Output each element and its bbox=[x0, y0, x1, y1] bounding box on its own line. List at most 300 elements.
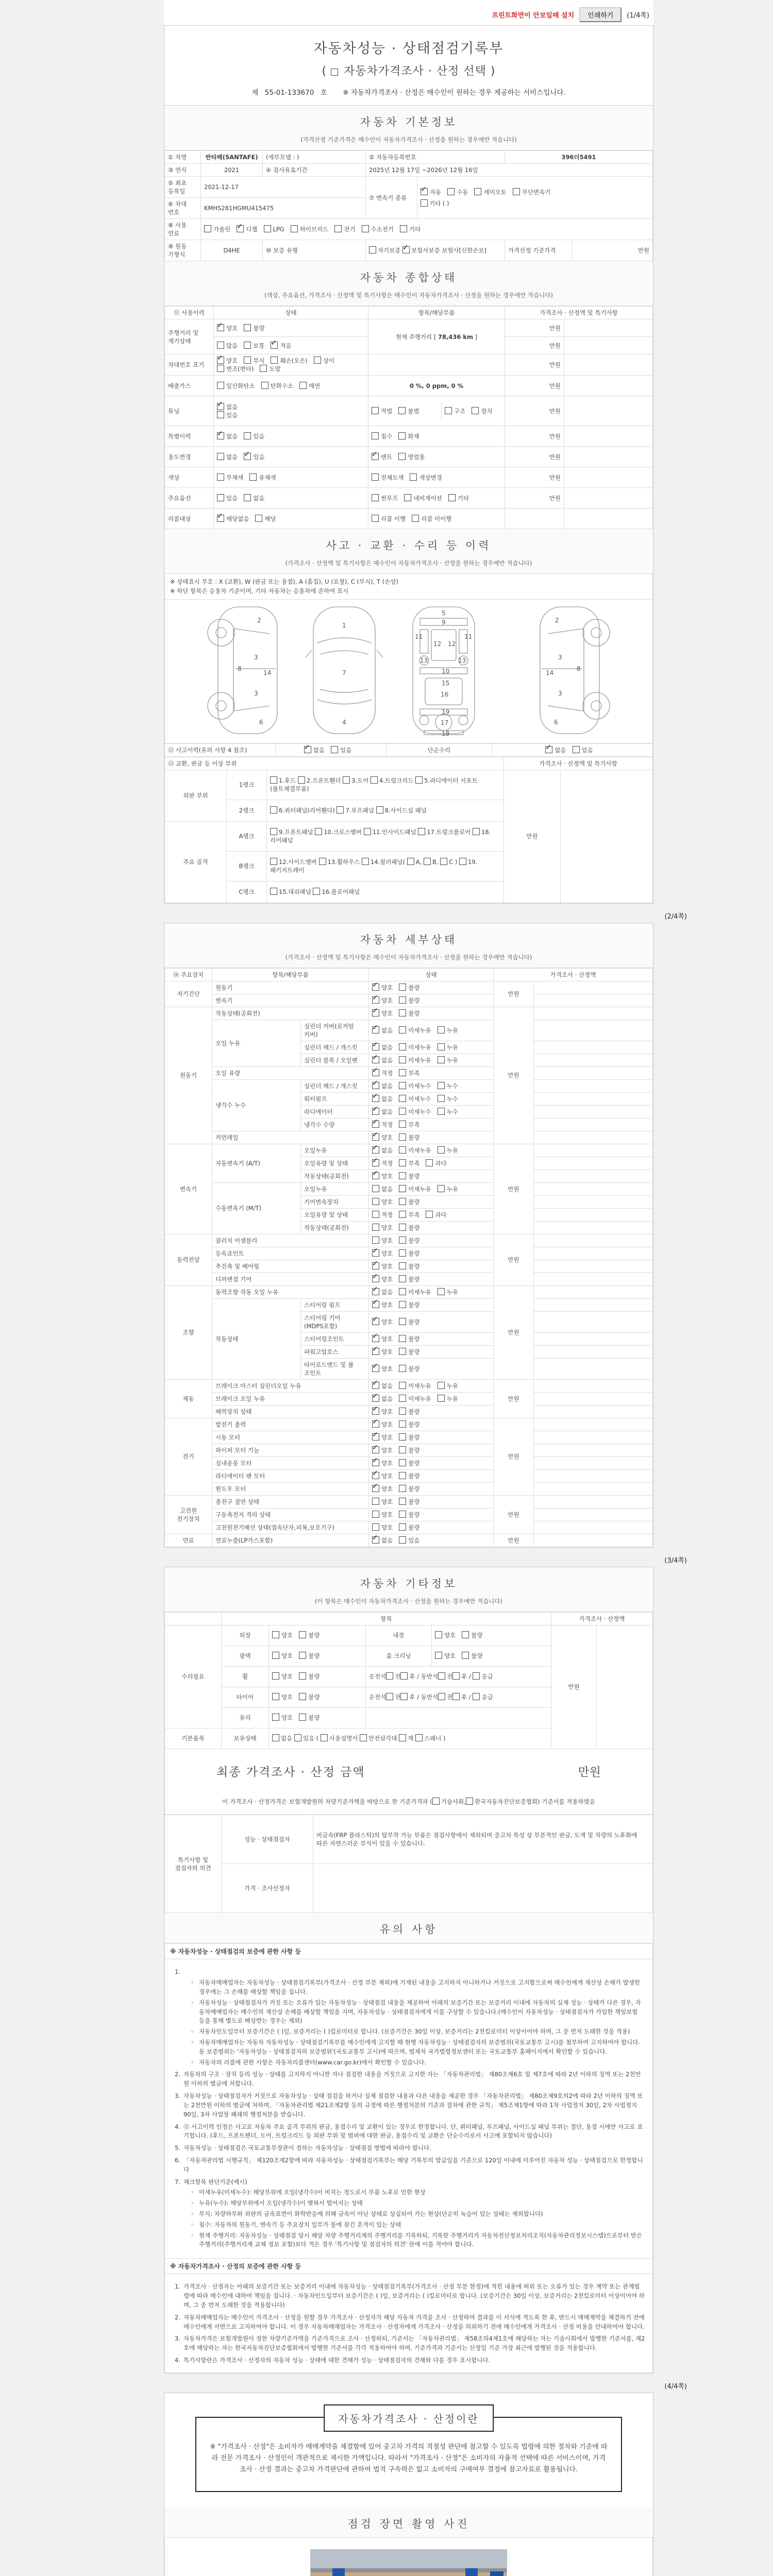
checkbox-checked[interactable] bbox=[372, 1133, 379, 1141]
checkbox[interactable] bbox=[426, 1159, 433, 1166]
checkbox[interactable] bbox=[438, 1082, 445, 1089]
checkbox[interactable] bbox=[244, 494, 251, 501]
checkbox[interactable] bbox=[319, 858, 326, 865]
checkbox[interactable] bbox=[272, 1693, 279, 1700]
checkbox[interactable] bbox=[438, 1395, 445, 1402]
checkbox[interactable] bbox=[399, 1056, 406, 1063]
checkbox[interactable] bbox=[472, 407, 479, 414]
check-option[interactable] bbox=[438, 1185, 458, 1193]
check-option[interactable] bbox=[261, 382, 293, 389]
check-option[interactable] bbox=[372, 1348, 393, 1355]
checkbox[interactable] bbox=[399, 1433, 406, 1440]
checkbox[interactable] bbox=[438, 1693, 445, 1700]
check-option[interactable] bbox=[299, 1673, 320, 1680]
check-option[interactable] bbox=[399, 1070, 419, 1077]
checkbox[interactable] bbox=[270, 806, 277, 814]
check-option[interactable] bbox=[272, 1632, 293, 1639]
check-option[interactable] bbox=[513, 189, 551, 196]
checkbox[interactable] bbox=[398, 453, 406, 460]
check-option[interactable] bbox=[372, 1044, 393, 1051]
checkbox-checked[interactable] bbox=[372, 1262, 379, 1269]
check-option[interactable] bbox=[217, 365, 254, 372]
check-option[interactable] bbox=[217, 342, 238, 349]
check-option[interactable] bbox=[545, 747, 566, 754]
checkbox[interactable] bbox=[360, 1734, 367, 1741]
checkbox[interactable] bbox=[399, 1498, 406, 1505]
check-option[interactable] bbox=[304, 747, 325, 754]
check-option[interactable] bbox=[217, 515, 249, 522]
checkbox[interactable] bbox=[264, 225, 271, 232]
check-option[interactable] bbox=[438, 1147, 458, 1154]
checkbox[interactable] bbox=[399, 1511, 406, 1518]
checkbox[interactable] bbox=[372, 1523, 379, 1531]
checkbox[interactable] bbox=[462, 1631, 469, 1638]
check-option[interactable] bbox=[299, 1632, 320, 1639]
check-option[interactable] bbox=[438, 1108, 458, 1115]
checkbox[interactable] bbox=[298, 776, 305, 784]
check-option[interactable] bbox=[299, 1714, 320, 1721]
checkbox[interactable] bbox=[217, 494, 224, 501]
checkbox[interactable] bbox=[399, 1365, 406, 1372]
check-option[interactable] bbox=[372, 1224, 393, 1231]
checkbox[interactable] bbox=[372, 1185, 379, 1192]
checkbox[interactable] bbox=[331, 69, 338, 76]
check-option[interactable] bbox=[372, 1057, 393, 1064]
checkbox[interactable] bbox=[217, 382, 224, 389]
check-option[interactable] bbox=[398, 433, 419, 440]
checkbox-checked[interactable] bbox=[372, 1395, 379, 1402]
check-option[interactable] bbox=[438, 1395, 458, 1402]
check-option[interactable] bbox=[399, 1263, 419, 1270]
check-option[interactable] bbox=[399, 1198, 419, 1206]
checkbox-checked[interactable] bbox=[372, 1365, 379, 1372]
check-option[interactable] bbox=[399, 984, 419, 991]
checkbox[interactable] bbox=[400, 225, 407, 232]
check-option[interactable] bbox=[445, 408, 465, 415]
checkbox-checked[interactable] bbox=[217, 432, 224, 439]
checkbox[interactable] bbox=[399, 1185, 406, 1192]
check-option[interactable] bbox=[412, 515, 451, 522]
checkbox[interactable] bbox=[399, 1382, 406, 1389]
checkbox-checked[interactable] bbox=[372, 1082, 379, 1089]
check-option[interactable] bbox=[399, 1095, 431, 1103]
checkbox[interactable] bbox=[343, 776, 350, 784]
checkbox[interactable] bbox=[299, 1631, 306, 1638]
check-option[interactable] bbox=[372, 1498, 393, 1505]
checkbox[interactable] bbox=[421, 199, 428, 207]
checkbox[interactable] bbox=[364, 828, 371, 835]
check-option[interactable] bbox=[399, 1335, 419, 1343]
checkbox[interactable] bbox=[270, 888, 277, 895]
checkbox[interactable] bbox=[217, 473, 224, 481]
checkbox[interactable] bbox=[415, 1734, 423, 1741]
check-option[interactable] bbox=[399, 1057, 431, 1064]
checkbox[interactable] bbox=[204, 225, 211, 232]
checkbox[interactable] bbox=[418, 828, 425, 835]
check-option[interactable] bbox=[399, 1185, 431, 1193]
check-option[interactable] bbox=[264, 226, 284, 233]
checkbox[interactable] bbox=[398, 432, 406, 439]
checkbox-checked[interactable] bbox=[217, 403, 224, 410]
checkbox[interactable] bbox=[399, 1026, 406, 1033]
check-option[interactable] bbox=[217, 433, 238, 440]
checkbox-checked[interactable] bbox=[372, 1275, 379, 1282]
checkbox-checked[interactable] bbox=[372, 1146, 379, 1154]
checkbox[interactable] bbox=[513, 188, 520, 195]
check-option[interactable] bbox=[573, 747, 593, 754]
checkbox[interactable] bbox=[399, 1095, 406, 1102]
checkbox[interactable] bbox=[217, 453, 224, 460]
check-option[interactable] bbox=[372, 1010, 393, 1017]
check-option[interactable] bbox=[372, 1070, 393, 1077]
checkbox[interactable] bbox=[244, 342, 251, 349]
checkbox[interactable] bbox=[399, 1043, 406, 1050]
checkbox[interactable] bbox=[438, 1672, 445, 1680]
checkbox[interactable] bbox=[400, 1693, 408, 1700]
check-option[interactable] bbox=[399, 1382, 431, 1389]
checkbox[interactable] bbox=[440, 858, 447, 865]
checkbox[interactable] bbox=[217, 365, 224, 372]
check-option[interactable] bbox=[438, 1044, 458, 1051]
checkbox-checked[interactable] bbox=[372, 1408, 379, 1415]
checkbox-checked[interactable] bbox=[545, 746, 552, 753]
check-option[interactable] bbox=[299, 1693, 320, 1701]
checkbox[interactable] bbox=[249, 473, 257, 481]
checkbox[interactable] bbox=[270, 858, 277, 865]
check-option[interactable] bbox=[448, 495, 469, 502]
check-option[interactable] bbox=[372, 495, 398, 502]
checkbox[interactable] bbox=[314, 357, 321, 364]
checkbox-checked[interactable] bbox=[372, 1043, 379, 1050]
check-option[interactable] bbox=[372, 1108, 393, 1115]
check-option[interactable] bbox=[291, 226, 329, 233]
check-option[interactable] bbox=[410, 474, 442, 481]
check-option[interactable] bbox=[372, 1335, 393, 1343]
checkbox[interactable] bbox=[400, 1672, 408, 1680]
check-option[interactable] bbox=[399, 1010, 419, 1017]
checkbox[interactable] bbox=[407, 858, 414, 865]
checkbox-checked[interactable] bbox=[372, 1172, 379, 1179]
checkbox[interactable] bbox=[372, 432, 379, 439]
check-option[interactable] bbox=[372, 1485, 393, 1493]
check-option[interactable] bbox=[372, 1524, 393, 1531]
check-option[interactable] bbox=[426, 1211, 446, 1218]
check-option[interactable] bbox=[474, 189, 506, 196]
checkbox[interactable] bbox=[372, 1224, 379, 1231]
check-option[interactable] bbox=[217, 325, 238, 332]
checkbox-checked[interactable] bbox=[372, 1288, 379, 1295]
checkbox[interactable] bbox=[404, 494, 411, 501]
check-option[interactable] bbox=[272, 1673, 293, 1680]
checkbox-checked[interactable] bbox=[217, 515, 224, 522]
check-option[interactable] bbox=[217, 495, 238, 502]
checkbox[interactable] bbox=[399, 1211, 406, 1218]
check-option[interactable] bbox=[447, 189, 468, 196]
check-option[interactable] bbox=[372, 1211, 393, 1218]
checkbox[interactable] bbox=[362, 225, 369, 232]
checkbox[interactable] bbox=[255, 515, 262, 522]
checkbox-checked[interactable] bbox=[421, 188, 428, 195]
check-option[interactable] bbox=[372, 1447, 393, 1454]
checkbox[interactable] bbox=[372, 1498, 379, 1505]
checkbox[interactable] bbox=[438, 1288, 445, 1295]
checkbox[interactable] bbox=[435, 1631, 442, 1638]
checkbox[interactable] bbox=[399, 1262, 406, 1269]
check-option[interactable] bbox=[217, 412, 238, 419]
checkbox[interactable] bbox=[399, 1420, 406, 1428]
check-option[interactable] bbox=[399, 1044, 431, 1051]
checkbox[interactable] bbox=[399, 996, 406, 1004]
check-option[interactable] bbox=[399, 1224, 419, 1231]
check-option[interactable] bbox=[372, 984, 393, 991]
check-option[interactable] bbox=[204, 226, 230, 233]
checkbox[interactable] bbox=[372, 494, 379, 501]
checkbox[interactable] bbox=[399, 1318, 406, 1325]
check-option[interactable] bbox=[399, 1365, 419, 1372]
checkbox[interactable] bbox=[399, 1395, 406, 1402]
checkbox[interactable] bbox=[415, 776, 423, 784]
checkbox[interactable] bbox=[466, 1798, 473, 1805]
checkbox-checked[interactable] bbox=[372, 1249, 379, 1257]
check-option[interactable] bbox=[271, 342, 291, 349]
check-option[interactable] bbox=[372, 1082, 393, 1090]
checkbox[interactable] bbox=[331, 746, 338, 753]
checkbox[interactable] bbox=[399, 1485, 406, 1492]
check-option[interactable] bbox=[399, 1121, 419, 1128]
checkbox[interactable] bbox=[386, 1693, 393, 1700]
check-option[interactable] bbox=[399, 1434, 419, 1441]
checkbox[interactable] bbox=[270, 828, 277, 835]
checkbox-checked[interactable] bbox=[372, 1095, 379, 1102]
checkbox[interactable] bbox=[399, 1082, 406, 1089]
check-option[interactable] bbox=[399, 1250, 419, 1257]
checkbox[interactable] bbox=[271, 357, 278, 364]
checkbox[interactable] bbox=[399, 1108, 406, 1115]
checkbox-checked[interactable] bbox=[372, 1056, 379, 1063]
checkbox[interactable] bbox=[435, 1652, 442, 1659]
check-option[interactable] bbox=[438, 1289, 458, 1296]
check-option[interactable] bbox=[372, 1027, 393, 1034]
check-option[interactable] bbox=[399, 1408, 419, 1415]
check-option[interactable] bbox=[399, 1134, 419, 1141]
checkbox[interactable] bbox=[376, 806, 383, 814]
checkbox[interactable] bbox=[399, 1172, 406, 1179]
check-option[interactable] bbox=[372, 408, 392, 415]
check-option[interactable] bbox=[272, 1652, 293, 1659]
checkbox[interactable] bbox=[399, 1348, 406, 1355]
checkbox[interactable] bbox=[321, 1734, 328, 1741]
check-option[interactable] bbox=[372, 1382, 393, 1389]
checkbox[interactable] bbox=[438, 1382, 445, 1389]
checkbox-checked[interactable] bbox=[372, 984, 379, 991]
checkbox[interactable] bbox=[294, 1734, 301, 1741]
checkbox[interactable] bbox=[372, 1198, 379, 1205]
check-option[interactable] bbox=[237, 226, 257, 233]
checkbox[interactable] bbox=[386, 1672, 393, 1680]
checkbox[interactable] bbox=[445, 407, 452, 414]
checkbox[interactable] bbox=[399, 984, 406, 991]
checkbox[interactable] bbox=[438, 1026, 445, 1033]
checkbox[interactable] bbox=[399, 1459, 406, 1466]
checkbox-checked[interactable] bbox=[217, 324, 224, 331]
check-option[interactable] bbox=[399, 1211, 419, 1218]
check-option[interactable] bbox=[372, 1134, 393, 1141]
checkbox[interactable] bbox=[313, 888, 320, 895]
checkbox[interactable] bbox=[372, 1211, 379, 1218]
checkbox[interactable] bbox=[399, 1224, 406, 1231]
checkbox[interactable] bbox=[398, 407, 406, 414]
checkbox[interactable] bbox=[244, 324, 251, 331]
check-option[interactable] bbox=[399, 1524, 419, 1531]
check-option[interactable] bbox=[462, 1632, 482, 1639]
check-option[interactable] bbox=[217, 403, 238, 411]
check-option[interactable] bbox=[398, 408, 419, 415]
check-option[interactable] bbox=[372, 1250, 393, 1257]
checkbox[interactable] bbox=[399, 1009, 406, 1016]
check-option[interactable] bbox=[271, 357, 307, 364]
check-option[interactable] bbox=[399, 1395, 431, 1402]
check-option[interactable] bbox=[372, 515, 406, 522]
check-option[interactable] bbox=[399, 1027, 431, 1034]
check-option[interactable] bbox=[372, 433, 392, 440]
checkbox-checked[interactable] bbox=[372, 1121, 379, 1128]
checkbox[interactable] bbox=[410, 473, 417, 481]
check-option[interactable] bbox=[399, 1276, 419, 1283]
checkbox[interactable] bbox=[399, 1069, 406, 1076]
checkbox[interactable] bbox=[217, 411, 224, 418]
checkbox[interactable] bbox=[334, 225, 342, 232]
checkbox[interactable] bbox=[270, 776, 277, 784]
check-option[interactable] bbox=[399, 1498, 419, 1505]
check-option[interactable] bbox=[244, 495, 264, 502]
checkbox[interactable] bbox=[459, 858, 466, 865]
check-option[interactable] bbox=[372, 1173, 393, 1180]
checkbox-checked[interactable] bbox=[372, 1420, 379, 1428]
checkbox-checked[interactable] bbox=[372, 1472, 379, 1479]
checkbox[interactable] bbox=[261, 382, 268, 389]
checkbox[interactable] bbox=[399, 1408, 406, 1415]
check-option[interactable] bbox=[272, 1693, 293, 1701]
checkbox[interactable] bbox=[272, 1734, 279, 1741]
checkbox[interactable] bbox=[399, 1198, 406, 1205]
check-option[interactable] bbox=[249, 474, 276, 481]
check-option[interactable] bbox=[399, 1447, 419, 1454]
check-option[interactable] bbox=[217, 474, 243, 481]
checkbox[interactable] bbox=[399, 1536, 406, 1544]
checkbox-checked[interactable] bbox=[237, 225, 244, 232]
check-option[interactable] bbox=[421, 189, 441, 196]
checkbox[interactable] bbox=[399, 1335, 406, 1342]
checkbox-checked[interactable] bbox=[304, 746, 311, 753]
check-option[interactable] bbox=[399, 1318, 419, 1326]
check-option[interactable] bbox=[372, 474, 404, 481]
check-option[interactable] bbox=[372, 1301, 393, 1309]
check-option[interactable] bbox=[399, 1160, 419, 1167]
checkbox[interactable] bbox=[299, 1672, 306, 1680]
check-option[interactable] bbox=[331, 747, 351, 754]
check-option[interactable] bbox=[244, 325, 264, 332]
check-option[interactable] bbox=[244, 342, 264, 349]
checkbox[interactable] bbox=[462, 1652, 469, 1659]
check-option[interactable] bbox=[372, 1365, 393, 1372]
checkbox[interactable] bbox=[452, 1672, 460, 1680]
check-option[interactable] bbox=[438, 1382, 458, 1389]
check-option[interactable] bbox=[372, 1408, 393, 1415]
checkbox[interactable] bbox=[272, 1672, 279, 1680]
check-option[interactable] bbox=[372, 1472, 393, 1480]
check-option[interactable] bbox=[399, 1237, 419, 1244]
checkbox[interactable] bbox=[372, 1236, 379, 1244]
check-option[interactable] bbox=[399, 1082, 431, 1090]
check-option[interactable] bbox=[372, 1185, 393, 1193]
check-option[interactable] bbox=[372, 453, 392, 461]
check-option[interactable] bbox=[372, 1237, 393, 1244]
checkbox[interactable] bbox=[272, 1631, 279, 1638]
checkbox-checked[interactable] bbox=[372, 1536, 379, 1544]
checkbox-checked[interactable] bbox=[372, 1382, 379, 1389]
checkbox[interactable] bbox=[473, 828, 480, 835]
checkbox-checked[interactable] bbox=[372, 1348, 379, 1355]
check-option[interactable] bbox=[372, 1276, 393, 1283]
check-option[interactable] bbox=[372, 1160, 393, 1167]
checkbox[interactable] bbox=[291, 225, 298, 232]
checkbox[interactable] bbox=[272, 1652, 279, 1659]
checkbox[interactable] bbox=[272, 1714, 279, 1721]
checkbox[interactable] bbox=[399, 1236, 406, 1244]
check-option[interactable] bbox=[472, 408, 492, 415]
check-option[interactable] bbox=[334, 226, 355, 233]
check-option[interactable] bbox=[399, 1147, 431, 1154]
checkbox[interactable] bbox=[372, 407, 379, 414]
checkbox-checked[interactable] bbox=[402, 246, 410, 253]
check-option[interactable] bbox=[244, 357, 264, 364]
check-option[interactable] bbox=[399, 1537, 419, 1544]
checkbox[interactable] bbox=[438, 1146, 445, 1154]
checkbox[interactable] bbox=[372, 1511, 379, 1518]
checkbox-checked[interactable] bbox=[217, 357, 224, 364]
checkbox[interactable] bbox=[399, 1249, 406, 1257]
checkbox-checked[interactable] bbox=[372, 1009, 379, 1016]
check-option[interactable] bbox=[399, 1301, 419, 1309]
checkbox[interactable] bbox=[315, 828, 322, 835]
check-option[interactable] bbox=[426, 1160, 446, 1167]
checkbox[interactable] bbox=[362, 858, 369, 865]
check-option[interactable] bbox=[399, 1173, 419, 1180]
checkbox[interactable] bbox=[399, 1121, 406, 1128]
checkbox[interactable] bbox=[399, 1301, 406, 1308]
check-option[interactable] bbox=[438, 1082, 458, 1090]
checkbox-checked[interactable] bbox=[372, 1318, 379, 1325]
check-option[interactable] bbox=[438, 1095, 458, 1103]
check-option[interactable] bbox=[272, 1714, 293, 1721]
check-option[interactable] bbox=[260, 365, 280, 372]
checkbox-checked[interactable] bbox=[372, 1459, 379, 1466]
checkbox[interactable] bbox=[369, 246, 376, 253]
check-option[interactable] bbox=[372, 1460, 393, 1467]
checkbox[interactable] bbox=[447, 188, 455, 195]
check-option[interactable] bbox=[244, 453, 264, 461]
check-option[interactable] bbox=[372, 1121, 393, 1128]
checkbox[interactable] bbox=[573, 746, 580, 753]
checkbox-checked[interactable] bbox=[372, 1433, 379, 1440]
checkbox[interactable] bbox=[399, 1288, 406, 1295]
check-option[interactable] bbox=[372, 1434, 393, 1441]
checkbox[interactable] bbox=[473, 1672, 480, 1680]
checkbox[interactable] bbox=[399, 1446, 406, 1453]
check-option[interactable] bbox=[435, 1632, 456, 1639]
checkbox[interactable] bbox=[299, 1693, 306, 1700]
checkbox-checked[interactable] bbox=[372, 453, 379, 460]
